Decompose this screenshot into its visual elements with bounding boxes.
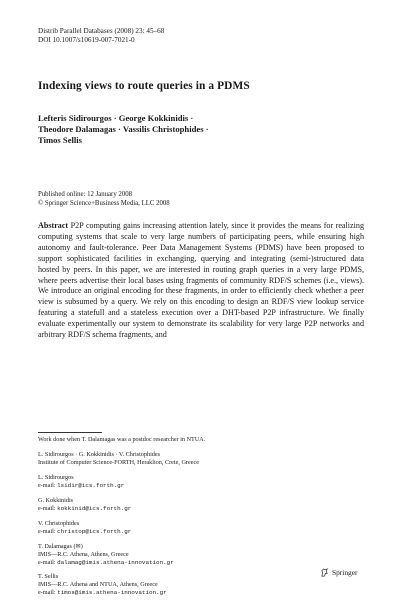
- affiliation-names: L. Sidirourgos · G. Kokkinidis · V. Christophides: [38, 451, 161, 458]
- affiliation-block-5: [38, 543, 368, 566]
- author-list: [38, 113, 209, 146]
- email-label: e-mail:: [38, 558, 56, 566]
- footnote-note: Work done when T. Dalamagas was a postdoc researcher in NTUA.: [38, 436, 206, 443]
- email-link[interactable]: christop@ics.forth.gr: [57, 527, 132, 535]
- author-line-1: Lefteris Sidirourgos · George Kokkinidis ·: [38, 113, 194, 123]
- author-name: G. Kokkinidis: [38, 497, 74, 504]
- email-label: e-mail:: [38, 527, 56, 535]
- email-link[interactable]: dalamag@imis.athena-innovation.gr: [57, 558, 174, 566]
- publication-info: [38, 190, 170, 208]
- email-label: e-mail:: [38, 588, 56, 596]
- author-name: T. Sellis: [38, 573, 59, 580]
- abstract-label: Abstract: [38, 221, 69, 230]
- author-line-2: Theodore Dalamagas · Vassilis Christophides ·: [38, 124, 209, 134]
- journal-header: [38, 27, 164, 46]
- published-date: Published online: 12 January 2008: [38, 191, 133, 198]
- affiliation-block-1: [38, 451, 368, 467]
- email-label: e-mail:: [38, 504, 56, 512]
- author-name: L. Sidirourgos: [38, 474, 74, 481]
- affiliation-institute: IMIS—R.C. Athena, Athens, Greece: [38, 550, 129, 558]
- affiliation-institute: IMIS—R.C. Athena and NTUA, Athens, Greece: [38, 580, 158, 588]
- abstract-text: P2P computing gains increasing attention lately, since it provides the means for realizing computing systems that scale to very large numbers of participating peers, while ensuring high autonomy and fault-tolerance. Peer Data Management Systems (PDMS) have been proposed to support sophisticated facilities in exchanging, querying and integrating (semi-)structured data hosted by peers. In this paper, we are interested in routing graph queries in a very large PDMS, where peers advertise their local bases using fragments of community RDF/S schemes (i.e., views). We introduce an original encoding for these fragments, in order to efficiently check whether a peer view is subsumed by a query. We rely on this encoding to design an RDF/S view lookup service featuring a statefull and a stateless execution over a DHT-based P2P infrastructure. We finally evaluate experimentally our system to demonstrate its scalability for very large P2P networks and arbitrary RDF/S schema fragments, and: [38, 221, 364, 340]
- publisher-logo: [320, 568, 357, 577]
- journal-doi: DOI 10.1007/s10619-007-7021-0: [38, 36, 135, 45]
- affiliation-institute: Institute of Computer Science-FORTH, Heraklion, Crete, Greece: [38, 458, 199, 466]
- affiliation-block-3: [38, 497, 368, 513]
- author-name: T. Dalamagas (✉): [38, 543, 83, 550]
- paper-title: Indexing views to route queries in a PDMS: [38, 80, 250, 92]
- author-name: V. Christophides: [38, 520, 80, 527]
- footnote-divider: [38, 432, 102, 433]
- publisher-name: Springer: [332, 568, 358, 577]
- email-link[interactable]: kokkinid@ics.forth.gr: [57, 504, 132, 512]
- copyright-notice: © Springer Science+Business Media, LLC 2008: [38, 200, 170, 207]
- email-label: e-mail:: [38, 481, 56, 489]
- affiliation-block-2: [38, 474, 368, 490]
- journal-citation: Distrib Parallel Databases (2008) 23: 45–68: [38, 27, 165, 35]
- author-line-3: Timos Sellis: [38, 135, 83, 145]
- affiliation-block-4: [38, 520, 368, 536]
- email-link[interactable]: timos@imis.athena-innovation.gr: [57, 588, 167, 596]
- abstract: [38, 221, 364, 341]
- springer-horse-icon: [320, 568, 329, 577]
- email-link[interactable]: lsidir@ics.forth.gr: [57, 481, 125, 489]
- affiliation-block-6: [38, 573, 368, 596]
